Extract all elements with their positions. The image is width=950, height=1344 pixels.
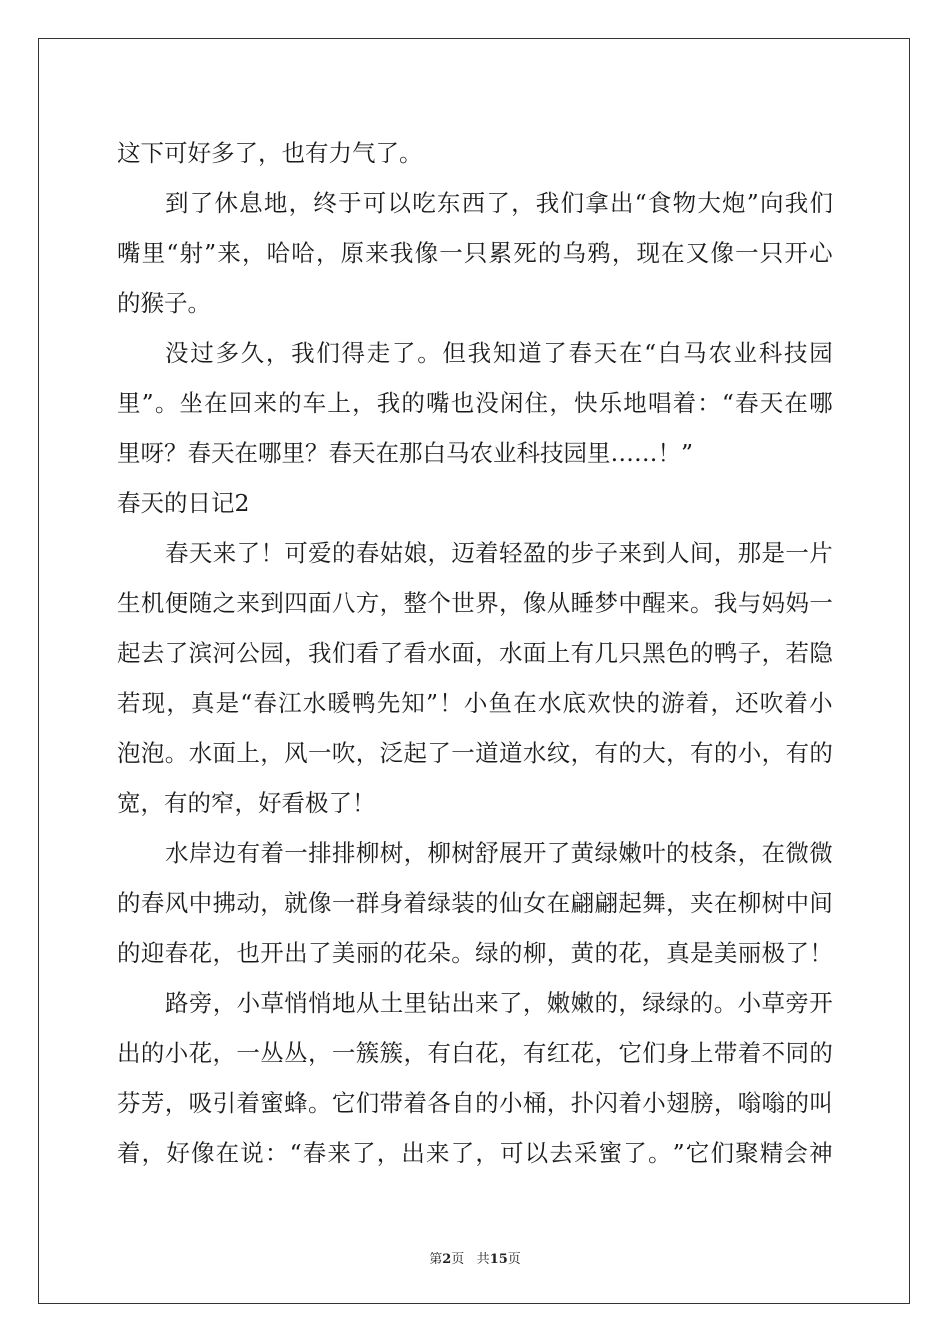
text-line: 的 春 风 中 拂 动 ， 就 像 一 群 身 着 绿 装 的 仙 女 在 翩 翩 起 舞 ， 夹 在 柳 树 中 间 bbox=[117, 889, 833, 917]
footer-page-suffix: 页 bbox=[451, 1252, 465, 1267]
text-line: 里 ” 。 坐 在 回 来 的 车 上 ， 我 的 嘴 也 没 闲 住 ， 快 乐 地 唱 着 ： “ 春 天 在 哪 bbox=[117, 389, 833, 417]
text-line: 春 天 来 了 ！ 可 爱 的 春 姑 娘 ， 迈 着 轻 盈 的 步 子 来 到 人 间 ， 那 是 一 片 bbox=[165, 539, 833, 567]
text-line: 若 现 ， 真 是 “ 春 江 水 暖 鸭 先 知 ” ！ 小 鱼 在 水 底 欢 快 的 游 着 ， 还 吹 着 小 bbox=[117, 689, 833, 717]
text-line: 水 岸 边 有 着 一 排 排 柳 树 ， 柳 树 舒 展 开 了 黄 绿 嫩 叶 的 枝 条 ， 在 微 微 bbox=[165, 839, 833, 867]
footer-total-pages: 15 bbox=[489, 1252, 508, 1267]
text-line: 路 旁 ， 小 草 悄 悄 地 从 土 里 钻 出 来 了 ， 嫩 嫩 的 ， 绿 绿 的 。 小 草 旁 开 bbox=[165, 989, 833, 1017]
footer-page-prefix: 第 bbox=[429, 1252, 443, 1267]
text-line: 的 迎 春 花 ， 也 开 出 了 美 丽 的 花 朵 。 绿 的 柳 ， 黄 的 花 ， 真 是 美 丽 极 了 ！ bbox=[117, 939, 833, 967]
text-line: 这下可好多了，也有力气了。 bbox=[117, 139, 423, 167]
text-line: 出 的 小 花 ， 一 丛 丛 ， 一 簇 簇 ， 有 白 花 ， 有 红 花 ， 它 们 身 上 带 着 不 同 的 bbox=[117, 1039, 833, 1067]
text-line: 生 机 便 随 之 来 到 四 面 八 方 ， 整 个 世 界 ， 像 从 睡 梦 中 醒 来 。 我 与 妈 妈 一 bbox=[117, 589, 833, 617]
footer-total-prefix: 共 bbox=[476, 1252, 490, 1267]
text-line: 着 ， 好 像 在 说 ： “ 春 来 了 ， 出 来 了 ， 可 以 去 采 蜜 了 。 ” 它 们 聚 精 会 神 bbox=[117, 1139, 833, 1167]
page-footer bbox=[0, 1248, 950, 1267]
text-line: 泡 泡 。 水 面 上 ， 风 一 吹 ， 泛 起 了 一 道 道 水 纹 ， 有 的 大 ， 有 的 小 ， 有 的 bbox=[117, 739, 833, 767]
text-line: 到 了 休 息 地 ， 终 于 可 以 吃 东 西 了 ， 我 们 拿 出 “ 食 物 大 炮 ” 向 我 们 bbox=[165, 189, 833, 217]
footer-page-number: 2 bbox=[442, 1252, 452, 1267]
footer-total-suffix: 页 bbox=[507, 1252, 521, 1267]
text-line: 芬 芳 ， 吸 引 着 蜜 蜂 。 它 们 带 着 各 自 的 小 桶 ， 扑 闪 着 小 翅 膀 ， 嗡 嗡 的 叫 bbox=[117, 1089, 833, 1117]
text-line: 的猴子。 bbox=[117, 289, 211, 317]
document-body bbox=[117, 128, 833, 1178]
text-line: 起 去 了 滨 河 公 园 ， 我 们 看 了 看 水 面 ， 水 面 上 有 几 只 黑 色 的 鸭 子 ， 若 隐 bbox=[117, 639, 833, 667]
text-line: 里呀？春天在哪里？春天在那白马农业科技园里……！” bbox=[117, 439, 694, 467]
text-line: 嘴 里 “ 射 ” 来 ， 哈 哈 ， 原 来 我 像 一 只 累 死 的 乌 鸦 ， 现 在 又 像 一 只 开 心 bbox=[117, 239, 833, 267]
text-line: 宽，有的窄，好看极了！ bbox=[117, 789, 376, 817]
section-heading: 春天的日记2 bbox=[117, 489, 250, 517]
text-line: 没 过 多 久 ， 我 们 得 走 了 。 但 我 知 道 了 春 天 在 “ 白 马 农 业 科 技 园 bbox=[165, 339, 833, 367]
